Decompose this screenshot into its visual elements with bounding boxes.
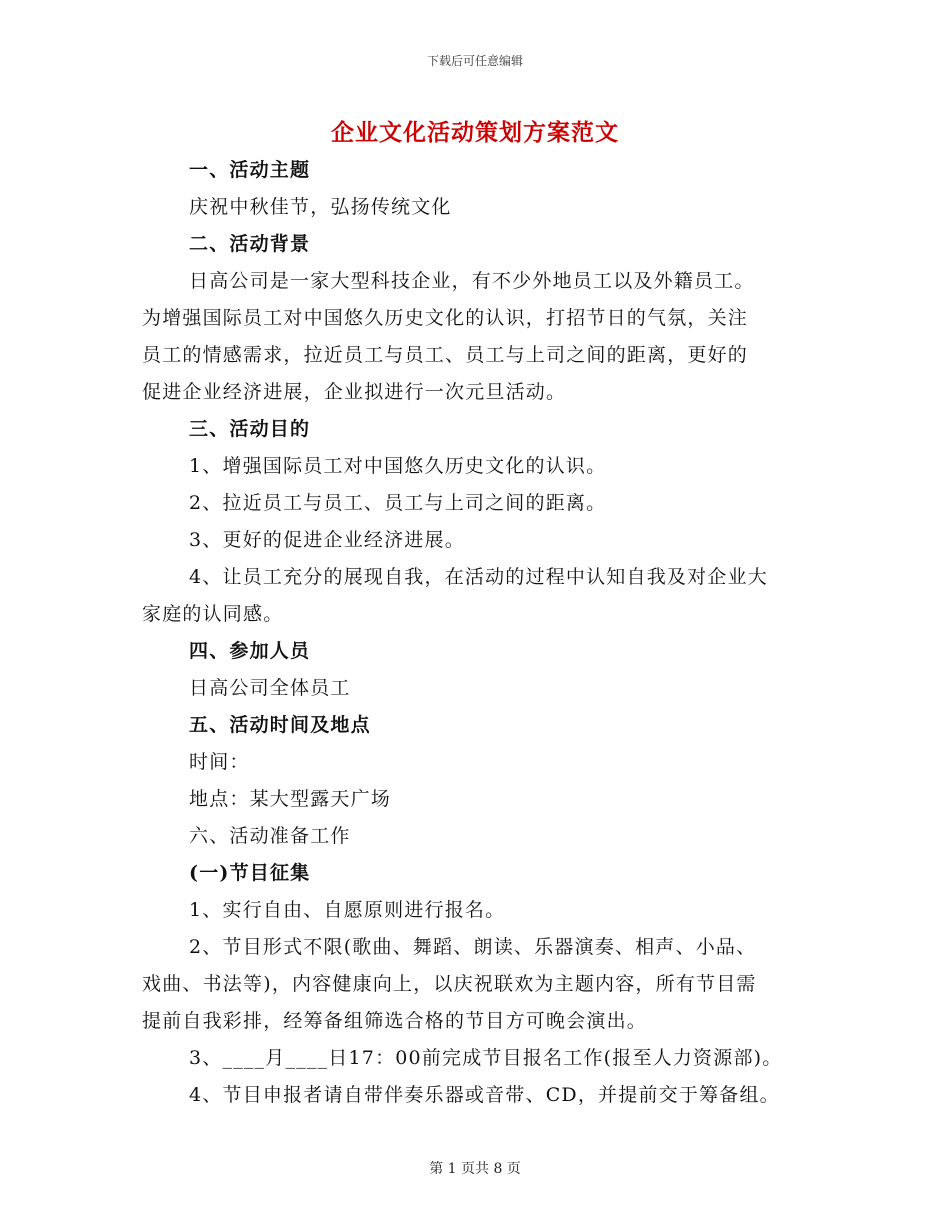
paragraph-line: 提前自我彩排，经筹备组筛选合格的节目方可晚会演出。 [142,1010,648,1032]
paragraph-line: 2、节目形式不限(歌曲、舞蹈、朗读、乐器演奏、相声、小品、 [189,936,757,958]
section-heading: 二、活动背景 [189,233,311,255]
page-footer: 第 1 页共 8 页 [429,1161,521,1177]
paragraph-line: 促进企业经济进展，企业拟进行一次元旦活动。 [142,381,567,403]
section-heading: 四、参加人员 [189,640,311,662]
paragraph-line: 2、拉近员工与员工、员工与上司之间的距离。 [189,492,607,514]
header-note: 下载后可任意编辑 [426,54,523,68]
paragraph-line: 六、活动准备工作 [189,825,351,847]
paragraph-line: 3、更好的促进企业经济进展。 [189,529,465,551]
document-body [142,152,812,1114]
paragraph-line: 时间： [189,751,250,773]
paragraph-line: 地点：某大型露天广场 [189,788,392,810]
paragraph-line: 日高公司是一家大型科技企业，有不少外地员工以及外籍员工。 [189,270,755,292]
paragraph-line: 家庭的认同感。 [142,603,284,625]
section-heading: 一、活动主题 [189,159,311,181]
page-title: 企业文化活动策划方案范文 [331,119,619,146]
paragraph-line: 日高公司全体员工 [189,677,351,699]
paragraph-line: 为增强国际员工对中国悠久历史文化的认识，打招节日的气氛，关注 [142,307,749,329]
paragraph-line: 4、节目申报者请自带伴奏乐器或音带、CD，并提前交于筹备组。 [189,1084,780,1106]
paragraph-line: 庆祝中秋佳节，弘扬传统文化 [189,196,452,218]
paragraph-line: 戏曲、书法等)，内容健康向上，以庆祝联欢为主题内容，所有节目需 [142,973,757,995]
section-heading: 五、活动时间及地点 [189,714,371,736]
paragraph-line: 4、让员工充分的展现自我，在活动的过程中认知自我及对企业大 [189,566,768,588]
section-heading: (一)节目征集 [189,862,311,884]
section-heading: 三、活动目的 [189,418,311,440]
paragraph-line: 1、实行自由、自愿原则进行报名。 [189,899,506,921]
paragraph-line: 1、增强国际员工对中国悠久历史文化的认识。 [189,455,607,477]
paragraph-line: 3、____月____日17：00前完成节目报名工作(报至人力资源部)。 [189,1047,783,1069]
paragraph-line: 员工的情感需求，拉近员工与员工、员工与上司之间的距离，更好的 [142,344,749,366]
